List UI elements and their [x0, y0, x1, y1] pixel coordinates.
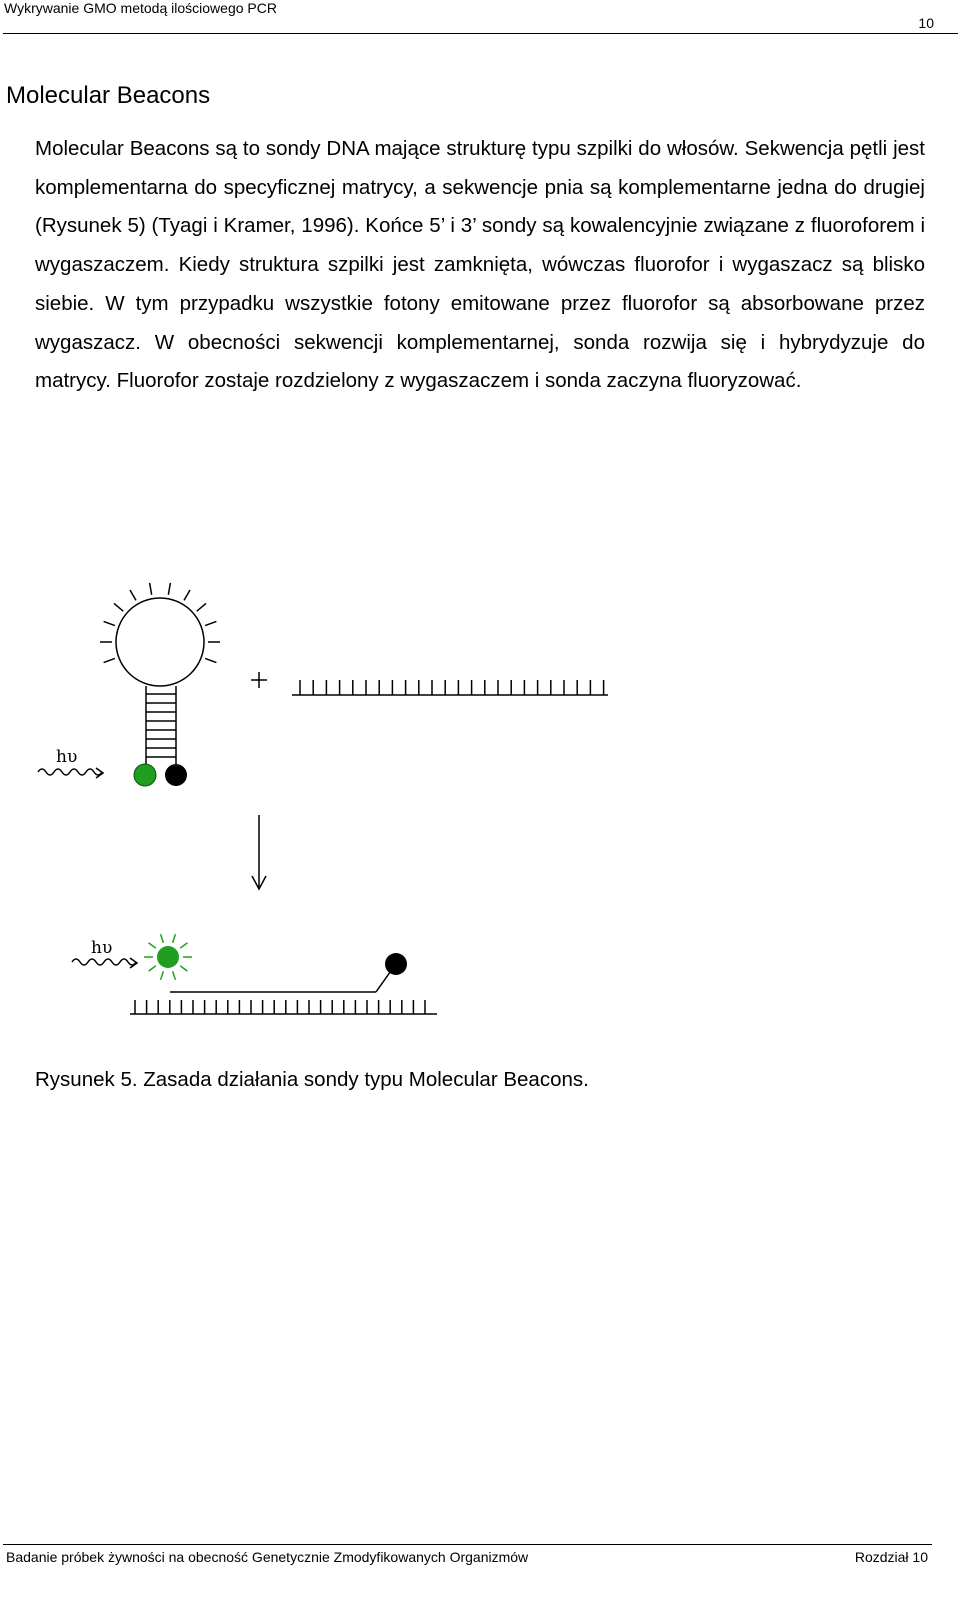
loop-base-tick — [205, 621, 216, 625]
loop-base-tick — [197, 603, 206, 611]
loop-base-tick — [184, 590, 190, 600]
emission-ray — [180, 966, 187, 971]
emission-ray — [173, 971, 176, 980]
emission-ray — [161, 934, 164, 943]
figure-caption: Rysunek 5. Zasada działania sondy typu Molecular Beacons. — [35, 1068, 589, 1091]
emission-ray — [173, 934, 176, 943]
stem-base-pairs — [146, 694, 176, 757]
loop-base-tick — [114, 603, 123, 611]
loop-base-tick — [104, 658, 115, 662]
footer-publication-title: Badanie próbek żywności na obecność Genetycznie Zmodyfikowanych Organizmów — [6, 1549, 529, 1565]
photon-label-bottom: hυ — [91, 938, 113, 958]
body-paragraph: Molecular Beacons są to sondy DNA mające strukturę typu szpilki do włosów. Sekwencja pętli jest komplementarna do specyficznej matrycy, a sekwencje pnia są komplementarne jedna do drugiej (Rysunek 5) (Tyagi i Kramer, 1996). Końce 5’ i 3’ sondy są kowalencyjnie związane z fluoroforem i wygaszaczem. Kiedy struktura szpilki jest zamknięta, wówczas fluorofor i wygaszacz są blisko siebie. W tym przypadku wszystkie fotony emitowane przez fluorofor są absorbowane przez wygaszacz. W obecności sekwencji komplementarnej, sonda rozwija się i hybrydyzuje do matrycy. Fluorofor zostaje rozdzielony z wygaszaczem i sonda zaczyna fluoryzować. — [35, 137, 925, 393]
photon-wave-top — [38, 769, 102, 775]
loop-base-tick — [168, 583, 170, 595]
molecular-beacon-diagram — [0, 580, 960, 1050]
header-rule — [3, 33, 958, 34]
loop-bases — [100, 583, 220, 663]
quencher-open — [385, 953, 407, 975]
fluorophore-open — [157, 946, 179, 968]
running-header-title: Wykrywanie GMO metodą ilościowego PCR — [4, 0, 277, 16]
emission-ray — [161, 971, 164, 980]
photon-label-top: hυ — [56, 747, 78, 767]
loop-base-tick — [104, 621, 115, 625]
footer-rule — [3, 1544, 932, 1545]
emission-ray — [180, 943, 187, 948]
page-number: 10 — [918, 15, 934, 31]
footer-chapter: Rozdział 10 — [854, 1549, 928, 1565]
quencher-closed — [165, 764, 187, 786]
hairpin-loop — [116, 598, 204, 686]
loop-base-tick — [150, 583, 152, 595]
emission-ray — [149, 966, 156, 971]
photon-wave-bottom — [72, 959, 136, 965]
section-heading: Molecular Beacons — [6, 82, 211, 109]
loop-base-tick — [205, 658, 216, 662]
emission-ray — [149, 943, 156, 948]
fluorophore-closed — [134, 764, 156, 786]
loop-base-tick — [130, 590, 136, 600]
